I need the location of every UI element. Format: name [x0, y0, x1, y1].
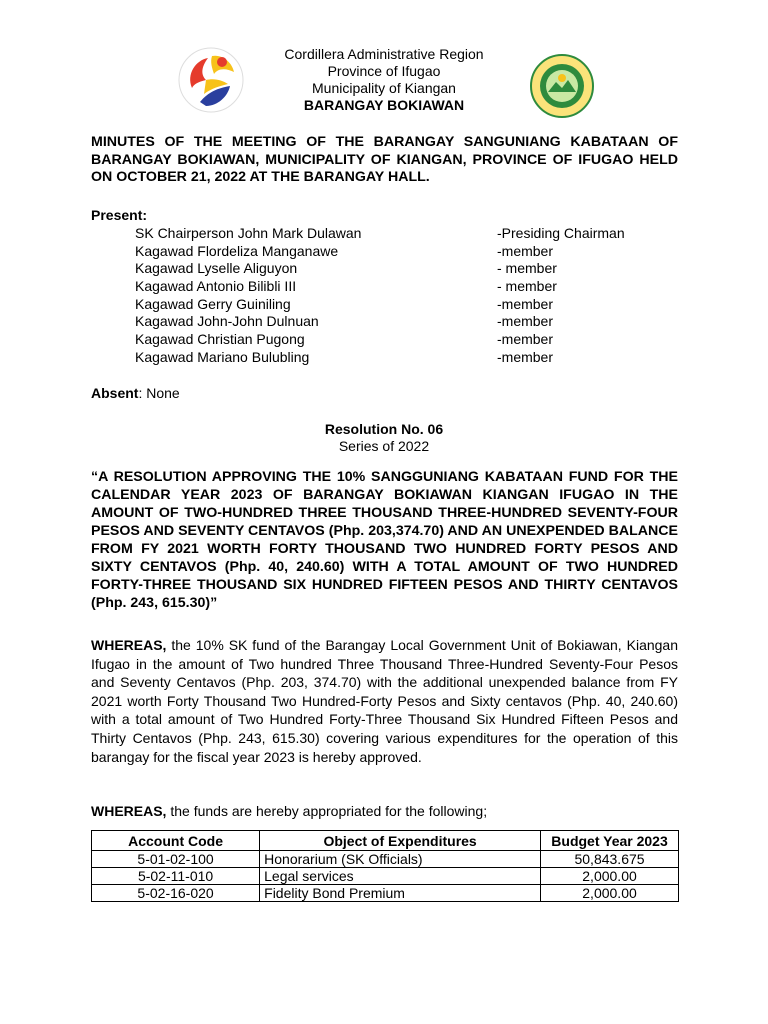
list-item — [135, 243, 675, 261]
cell-amount: 2,000.00 — [541, 868, 679, 885]
member-role: -member — [497, 331, 554, 348]
member-name: Kagawad Antonio Bilibli III — [135, 278, 297, 295]
table-row — [92, 851, 679, 868]
cell-amount: 50,843.675 — [541, 851, 679, 868]
list-item — [135, 349, 675, 367]
cell-object: Honorarium (SK Officials) — [260, 851, 541, 868]
whereas-text: the funds are hereby appropriated for the following; — [166, 803, 488, 819]
member-name: Kagawad Flordeliza Manganawe — [135, 242, 339, 259]
cell-account-code: 5-02-11-010 — [92, 868, 260, 885]
present-list — [135, 225, 675, 367]
list-item — [135, 331, 675, 349]
header-object: Object of Expenditures — [260, 831, 541, 851]
list-item — [135, 278, 675, 296]
budget-table — [91, 830, 679, 902]
member-name: Kagawad Lyselle Aliguyon — [135, 260, 298, 277]
whereas-lead: WHEREAS, — [91, 803, 167, 819]
table-row — [92, 885, 679, 902]
letterhead — [0, 46, 768, 114]
municipality-line: Municipality of Kiangan — [312, 80, 456, 96]
whereas-text: the 10% SK fund of the Barangay Local Government Unit of Bokiawan, Kiangan Ifugao in the amount of Two hundred Three Thousand Three-Hundred Seventy-Four Pesos and Seventy Centavos (Php. 203, 374.70) with the additional unexpended balance from FY 2021 worth Forty Thousand Two Hundred-Forty Pesos and Sixty centavos (Php. 40, 240.60) with a total amount of Two Hundred Forty-Three Thousand Six Hundred Fifteen Pesos and Thirty Centavos (Php. 243, 615.30) covering various expenditures for the operation of this barangay for the fiscal year 2023 is hereby approved. — [91, 637, 678, 765]
present-label: Present: — [91, 207, 148, 223]
table-row — [92, 868, 679, 885]
member-role: - member — [497, 260, 557, 277]
header-budget-year: Budget Year 2023 — [541, 831, 679, 851]
list-item — [135, 225, 675, 243]
member-name: Kagawad John-John Dulnuan — [135, 313, 319, 330]
province-line: Province of Ifugao — [327, 63, 441, 79]
member-name: SK Chairperson John Mark Dulawan — [135, 225, 362, 241]
member-role: -Presiding Chairman — [497, 225, 625, 241]
cell-amount: 2,000.00 — [541, 885, 679, 902]
whereas-paragraph-2 — [91, 803, 678, 819]
member-role: -member — [497, 242, 554, 259]
member-role: -member — [497, 295, 554, 312]
list-item — [135, 260, 675, 278]
member-role: - member — [497, 278, 557, 295]
header-account-code: Account Code — [92, 831, 260, 851]
barangay-line: BARANGAY BOKIAWAN — [303, 97, 465, 113]
absent-line — [91, 385, 180, 401]
cell-account-code: 5-02-16-020 — [92, 885, 260, 902]
member-role: -member — [497, 348, 554, 365]
resolution-number: Resolution No. 06 — [324, 421, 444, 437]
member-role: -member — [497, 313, 554, 330]
region-line: Cordillera Administrative Region — [284, 46, 484, 62]
member-name: Kagawad Gerry Guiniling — [135, 295, 291, 312]
list-item — [135, 296, 675, 314]
member-name: Kagawad Mariano Bulubling — [135, 348, 310, 365]
table-header-row — [92, 831, 679, 851]
resolution-heading — [0, 421, 768, 455]
absent-label: Absent — [91, 385, 139, 401]
resolution-title: “A RESOLUTION APPROVING THE 10% SANGGUNIANG KABATAAN FUND FOR THE CALENDAR YEAR 2023 OF BARANGAY BOKIAWAN KIANGAN IFUGAO IN THE AMOUNT OF TWO-HUNDRED THREE THOUSAND THREE-HUNDRED SEVENTY-FOUR PESOS AND SEVENTY CENTAVOS (Php. 203,374.70) AND AN UNEXPENDED BALANCE FROM FY 2021 WORTH FORTY THOUSAND TWO HUNDRED FORTY PESOS AND SIXTY CENTAVOS (Php. 40, 240.60) WITH A TOTAL AMOUNT OF TWO HUNDRED FORTY-THREE THOUSAND SIX HUNDRED FIFTEEN PESOS AND THIRTY CENTAVOS (Php. 243, 615.30)” — [91, 469, 678, 611]
whereas-lead: WHEREAS, — [91, 637, 167, 653]
cell-object: Legal services — [260, 868, 541, 885]
cell-account-code: 5-01-02-100 — [92, 851, 260, 868]
resolution-series: Series of 2022 — [338, 438, 430, 454]
member-name: Kagawad Christian Pugong — [135, 331, 305, 348]
whereas-paragraph-1 — [91, 636, 678, 766]
absent-value: : None — [138, 385, 180, 401]
list-item — [135, 313, 675, 331]
minutes-title: MINUTES OF THE MEETING OF THE BARANGAY SANGUNIANG KABATAAN OF BARANGAY BOKIAWAN, MUNICIPALITY OF KIANGAN, PROVINCE OF IFUGAO HELD ON OCTOBER 21, 2022 AT THE BARANGAY HALL. — [91, 134, 678, 185]
cell-object: Fidelity Bond Premium — [260, 885, 541, 902]
